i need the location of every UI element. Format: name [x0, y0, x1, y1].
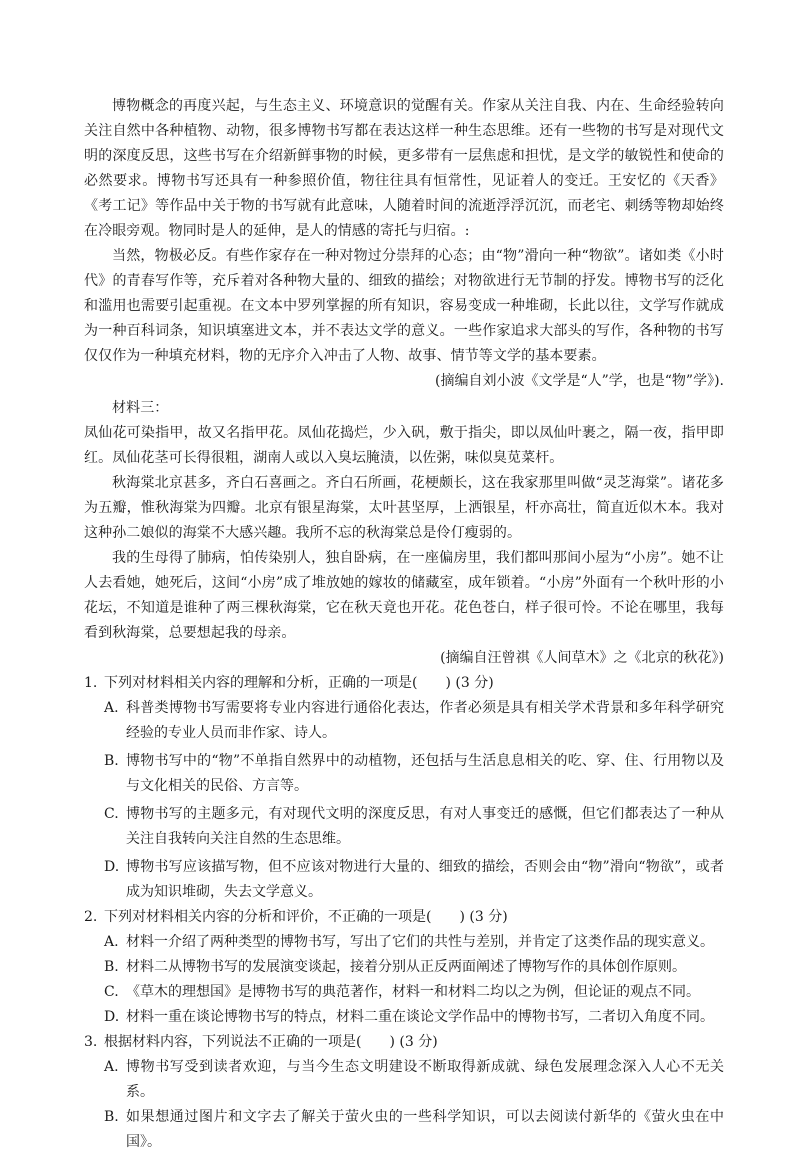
option-letter: C.	[104, 984, 119, 1000]
question-2	[84, 905, 724, 1030]
question-stem	[84, 671, 724, 696]
answer-option	[84, 1005, 724, 1030]
passage-paragraph: 当然，物极必反。有些作家存在一种对物过分崇拜的心态；由“物”滑向一种“物欲”。诸如类《小时代》的青春写作等，充斥着对各种物大量的、细致的描绘；对物欲进行无节制的抒发。博物书写的泛化和滥用也需要引起重视。在文本中罗列掌握的所有知识，容易变成一种堆砌，长此以往，文学写作就成为一种百科词条，知识填塞进文本，并不表达文学的意义。一些作家追求大部头的写作，各种物的书写仅仅作为一种填充材料，物的无序介入冲击了人物、故事、情节等文学的基本要素。	[84, 248, 724, 364]
answer-option	[84, 696, 724, 746]
option-text: 材料一介绍了两种类型的博物书写，写出了它们的共性与差别，并肯定了这类作品的现实意义。	[126, 934, 714, 950]
question-3	[84, 1030, 724, 1155]
answer-option	[84, 980, 724, 1005]
option-letter: B.	[104, 1109, 119, 1125]
option-text: 《草木的理想国》是博物书写的典范著作，材料一和材料二均以之为例，但论证的观点不同。	[126, 984, 700, 1000]
passage-two	[84, 94, 724, 394]
passage-paragraph: 博物概念的再度兴起，与生态主义、环境意识的觉醒有关。作家从关注自我、内在、生命经验转向关注自然中各种植物、动物，很多博物书写都在表达这样一种生态思维。还有一些物的书写是对现代文明的深度反思，这些书写在介绍新鲜事物的时候，更多带有一层焦虑和担忧，是文学的敏锐性和使命的必然要求。博物书写还具有一种参照价值，物往往具有恒常性，见证着人的变迁。王安忆的《天香》《考工记》等作品中关于物的书写就有此意味，人随着时间的流逝浮浮沉沉，而老宅、刺绣等物却始终在冷眼旁观。物同时是人的延伸，是人的情感的寄托与归宿。:	[84, 98, 724, 239]
question-number: 2.	[84, 909, 98, 925]
source-citation: (摘编自刘小波《文学是“人”学，也是“物”学》).	[434, 373, 724, 389]
answer-option	[84, 749, 724, 799]
question-number: 1.	[84, 675, 98, 691]
answer-option	[84, 955, 724, 980]
answer-option	[84, 930, 724, 955]
question-text: 根据材料内容，下列说法不正确的一项是( ) (3 分)	[104, 1034, 438, 1050]
passage-paragraph: 我的生母得了肺病，怕传染别人，独自卧病，在一座偏房里，我们都叫那间小屋为“小房”。她不让人去看她，她死后，这间“小房”成了堆放她的嫁妆的储藏室，成年锁着。“小房”外面有一个秋叶形的小花坛，不知道是谁种了两三棵秋海棠，它在秋天竟也开花。花色苍白，样子很可怜。不论在哪里，我每看到秋海棠，总要想起我的母亲。	[84, 550, 724, 641]
option-letter: D.	[104, 1009, 120, 1025]
answer-option	[84, 1105, 724, 1155]
option-text: 材料二从博物书写的发展演变谈起，接着分别从正反两面阐述了博物写作的具体创作原则。	[126, 959, 686, 975]
option-letter: A.	[104, 700, 119, 716]
question-stem	[84, 905, 724, 930]
option-letter: D.	[104, 859, 120, 875]
option-letter: B.	[104, 959, 119, 975]
question-text: 下列对材料相关内容的理解和分析，正确的一项是( ) (3 分)	[104, 675, 494, 691]
question-number: 3.	[84, 1034, 98, 1050]
option-text: 材料一重在谈论博物书写的特点，材料二重在谈论文学作品中的博物书写，二者切入角度不同。	[126, 1009, 714, 1025]
option-letter: B.	[104, 753, 119, 769]
option-text: 博物书写的主题多元，有对现代文明的深度反思，有对人事变迁的感慨，但它们都表达了一种从关注自我转向关注自然的生态思维。	[126, 806, 724, 847]
question-section	[84, 671, 724, 1155]
option-text: 如果想通过图片和文字去了解关于萤火虫的一些科学知识，可以去阅读付新华的《萤火虫在中国》。	[126, 1109, 724, 1150]
answer-option	[84, 802, 724, 852]
source-citation: (摘编自汪曾祺《人间草木》之《北京的秋花》)	[440, 650, 724, 666]
exam-page	[84, 94, 724, 1155]
answer-option	[84, 855, 724, 905]
question-stem	[84, 1030, 724, 1055]
question-text: 下列对材料相关内容的分析和评价，不正确的一项是( ) (3 分)	[104, 909, 508, 925]
option-letter: A.	[104, 934, 119, 950]
option-letter: A.	[104, 1059, 119, 1075]
option-text: 科普类博物书写需要将专业内容进行通俗化表达，作者必须是具有相关学术背景和多年科学研究经验的专业人员而非作家、诗人。	[126, 700, 724, 741]
option-text: 博物书写中的“物”不单指自然界中的动植物，还包括与生活息息相关的吃、穿、住、行用物以及与文化相关的民俗、方言等。	[126, 753, 724, 794]
option-text: 博物书写受到读者欢迎，与当今生态文明建设不断取得新成就、绿色发展理念深入人心不无关系。	[126, 1059, 724, 1100]
option-letter: C.	[104, 806, 119, 822]
material-label: 材料三：	[112, 400, 169, 416]
passage-three	[84, 396, 724, 671]
option-text: 博物书写应该描写物，但不应该对物进行大量的、细致的描绘，否则会由“物”滑向“物欲”，或者成为知识堆砌，失去文学意义。	[126, 859, 724, 900]
answer-option	[84, 1055, 724, 1105]
passage-paragraph: 秋海棠北京甚多，齐白石喜画之。齐白石所画，花梗颇长，这在我家那里叫做“灵芝海棠”。诸花多为五瓣，惟秋海棠为四瓣。北京有银星海棠，太叶甚坚厚，上洒银星，杆亦高壮，简直近似木本。我对这种孙二娘似的海棠不大感兴趣。我所不忘的秋海棠总是伶仃瘦弱的。	[84, 475, 724, 541]
passage-paragraph: 凤仙花可染指甲，故又名指甲花。凤仙花捣烂，少入矾，敷于指尖，即以凤仙叶裹之，隔一夜，指甲即红。凤仙花茎可长得很粗，湖南人或以入臭坛腌渍，以佐粥，味似臭苋菜杆。	[84, 425, 724, 466]
question-1	[84, 671, 724, 905]
